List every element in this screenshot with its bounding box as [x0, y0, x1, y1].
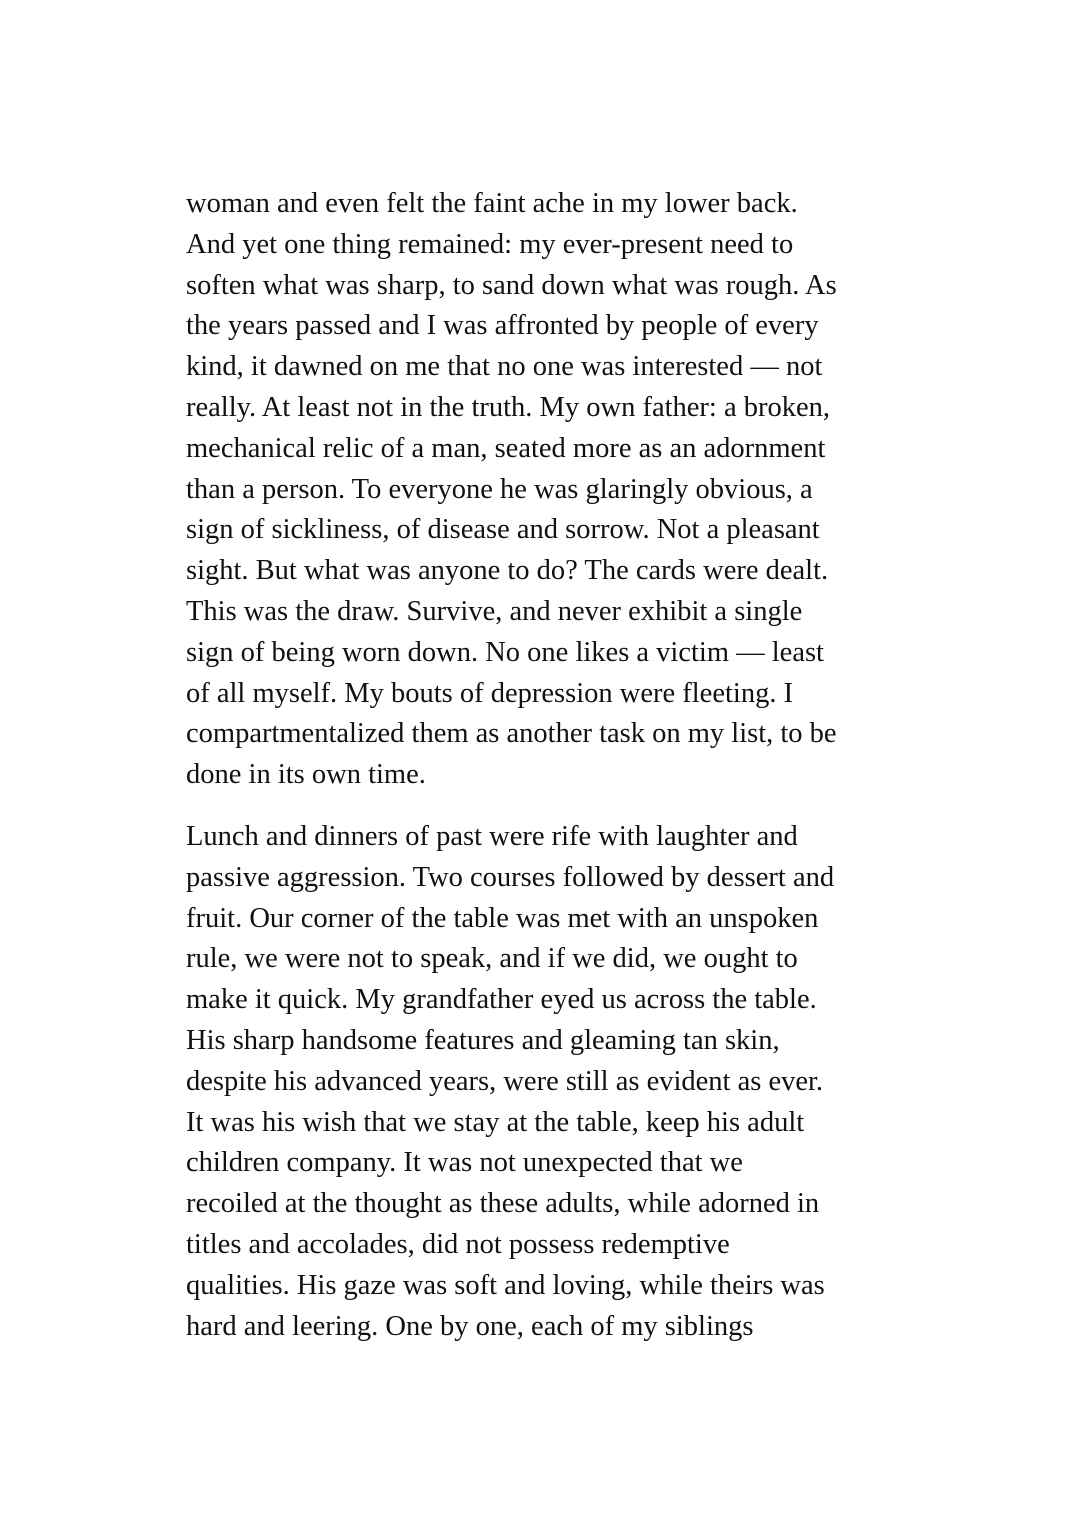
text-line: children company. It was not unexpected that we	[186, 1147, 743, 1179]
text-line: mechanical relic of a man, seated more as an adornment	[186, 432, 826, 464]
text-line: done in its own time.	[186, 759, 426, 791]
text-line: compartmentalized them as another task on my list, to be	[186, 718, 837, 750]
text-line: than a person. To everyone he was glaringly obvious, a	[186, 473, 813, 505]
text-line: It was his wish that we stay at the table, keep his adult	[186, 1106, 805, 1138]
text-line: sign of sickliness, of disease and sorrow. Not a pleasant	[186, 514, 820, 546]
text-line: fruit. Our corner of the table was met with an unspoken	[186, 902, 819, 934]
text-line: titles and accolades, did not possess redemptive	[186, 1228, 730, 1260]
text-line: really. At least not in the truth. My own father: a broken,	[186, 391, 830, 423]
paragraph-spacing	[186, 796, 898, 817]
text-line: hard and leering. One by one, each of my siblings	[186, 1310, 754, 1342]
text-line: Lunch and dinners of past were rife with laughter and	[186, 820, 798, 852]
text-line: sight. But what was anyone to do? The cards were dealt.	[186, 555, 829, 587]
text-line: kind, it dawned on me that no one was interested — not	[186, 351, 823, 383]
body-text	[186, 184, 898, 1347]
text-line: And yet one thing remained: my ever-present need to	[186, 228, 794, 260]
text-line: soften what was sharp, to sand down what was rough. As	[186, 269, 837, 301]
text-line: sign of being worn down. No one likes a victim — least	[186, 636, 824, 668]
paragraph-1	[186, 184, 898, 796]
paragraph-2	[186, 817, 898, 1347]
text-line: recoiled at the thought as these adults, while adorned in	[186, 1188, 820, 1220]
text-line: His sharp handsome features and gleaming tan skin,	[186, 1024, 780, 1056]
text-line: rule, we were not to speak, and if we did, we ought to	[186, 943, 798, 975]
text-line: woman and even felt the faint ache in my lower back.	[186, 188, 798, 219]
text-line: passive aggression. Two courses followed by dessert and	[186, 861, 835, 893]
text-line: of all myself. My bouts of depression were fleeting. I	[186, 677, 794, 709]
text-line: qualities. His gaze was soft and loving, while theirs was	[186, 1269, 825, 1301]
text-line: This was the draw. Survive, and never exhibit a single	[186, 595, 803, 627]
text-line: despite his advanced years, were still as evident as ever.	[186, 1065, 824, 1097]
text-line: make it quick. My grandfather eyed us across the table.	[186, 984, 817, 1016]
text-line: the years passed and I was affronted by people of every	[186, 310, 819, 342]
